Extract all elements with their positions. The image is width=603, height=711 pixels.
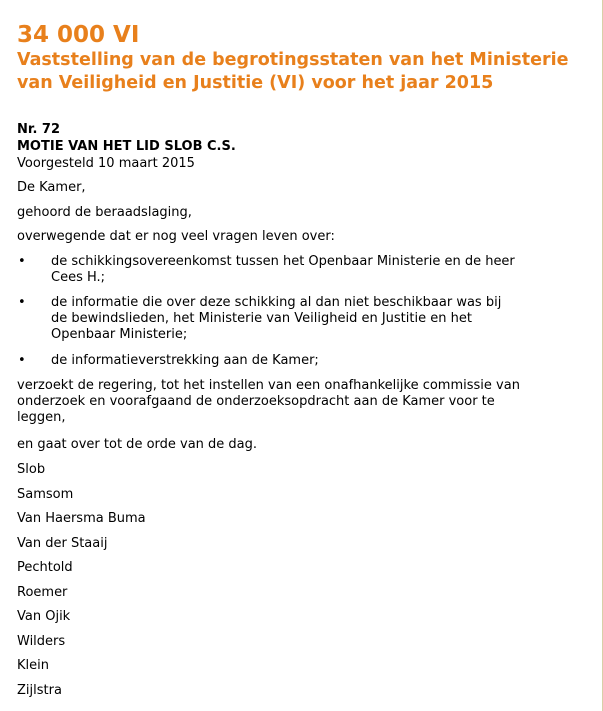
motion-title: MOTIE VAN HET LID SLOB C.S. [17,139,236,154]
signatory-name: Samsom [17,487,74,502]
signatory-name: Van Ojik [17,609,71,624]
signatory-name: Pechtold [17,560,73,575]
bullet-item-line: de informatieverstrekking aan de Kamer; [51,353,319,368]
signatory-name: Klein [17,658,49,673]
bullet-item [51,353,319,369]
dossier-number: 34 000 VI [17,22,140,48]
heard-clause: gehoord de beraadslaging, [17,205,192,220]
signatory-name: Van der Staaij [17,536,108,551]
considering-clause: overwegende dat er nog veel vragen leven over: [17,229,335,244]
signatory-name: Van Haersma Buma [17,511,146,526]
document-number: Nr. 72 [17,122,60,137]
proposed-date: Voorgesteld 10 maart 2015 [17,156,195,171]
bullet-marker: • [18,295,26,310]
document-title [17,49,597,95]
request-clause-line: onderzoek en voorafgaand de onderzoeksopdracht aan de Kamer voor te [17,394,495,409]
bullet-item-line: de informatie die over deze schikking al dan niet beschikbaar was bij [51,295,502,310]
closing-clause: en gaat over tot de orde van de dag. [17,437,258,452]
document-title-line: van Veiligheid en Justitie (VI) voor het jaar 2015 [17,73,494,93]
bullet-item [51,295,501,343]
bullet-item-line: de bewindslieden, het Ministerie van Veiligheid en Justitie en het [51,311,472,326]
request-clause-line: leggen, [17,410,66,425]
document-title-line: Vaststelling van de begrotingsstaten van het Ministerie [17,50,569,70]
bullet-item-line: Openbaar Ministerie; [51,327,188,342]
bullet-item-line: de schikkingsovereenkomst tussen het Openbaar Ministerie en de heer [51,254,515,269]
bullet-marker: • [18,353,26,368]
signatory-name: Slob [17,462,46,477]
bullet-item-line: Cees H.; [51,270,106,285]
signatory-name: Zijlstra [17,683,62,698]
bullet-marker: • [18,254,26,269]
signatory-name: Roemer [17,585,68,600]
signatory-name: Wilders [17,634,66,649]
bullet-item [51,254,515,286]
request-clause [17,378,520,426]
addressee: De Kamer, [17,180,86,195]
request-clause-line: verzoekt de regering, tot het instellen van een onafhankelijke commissie van [17,378,520,393]
